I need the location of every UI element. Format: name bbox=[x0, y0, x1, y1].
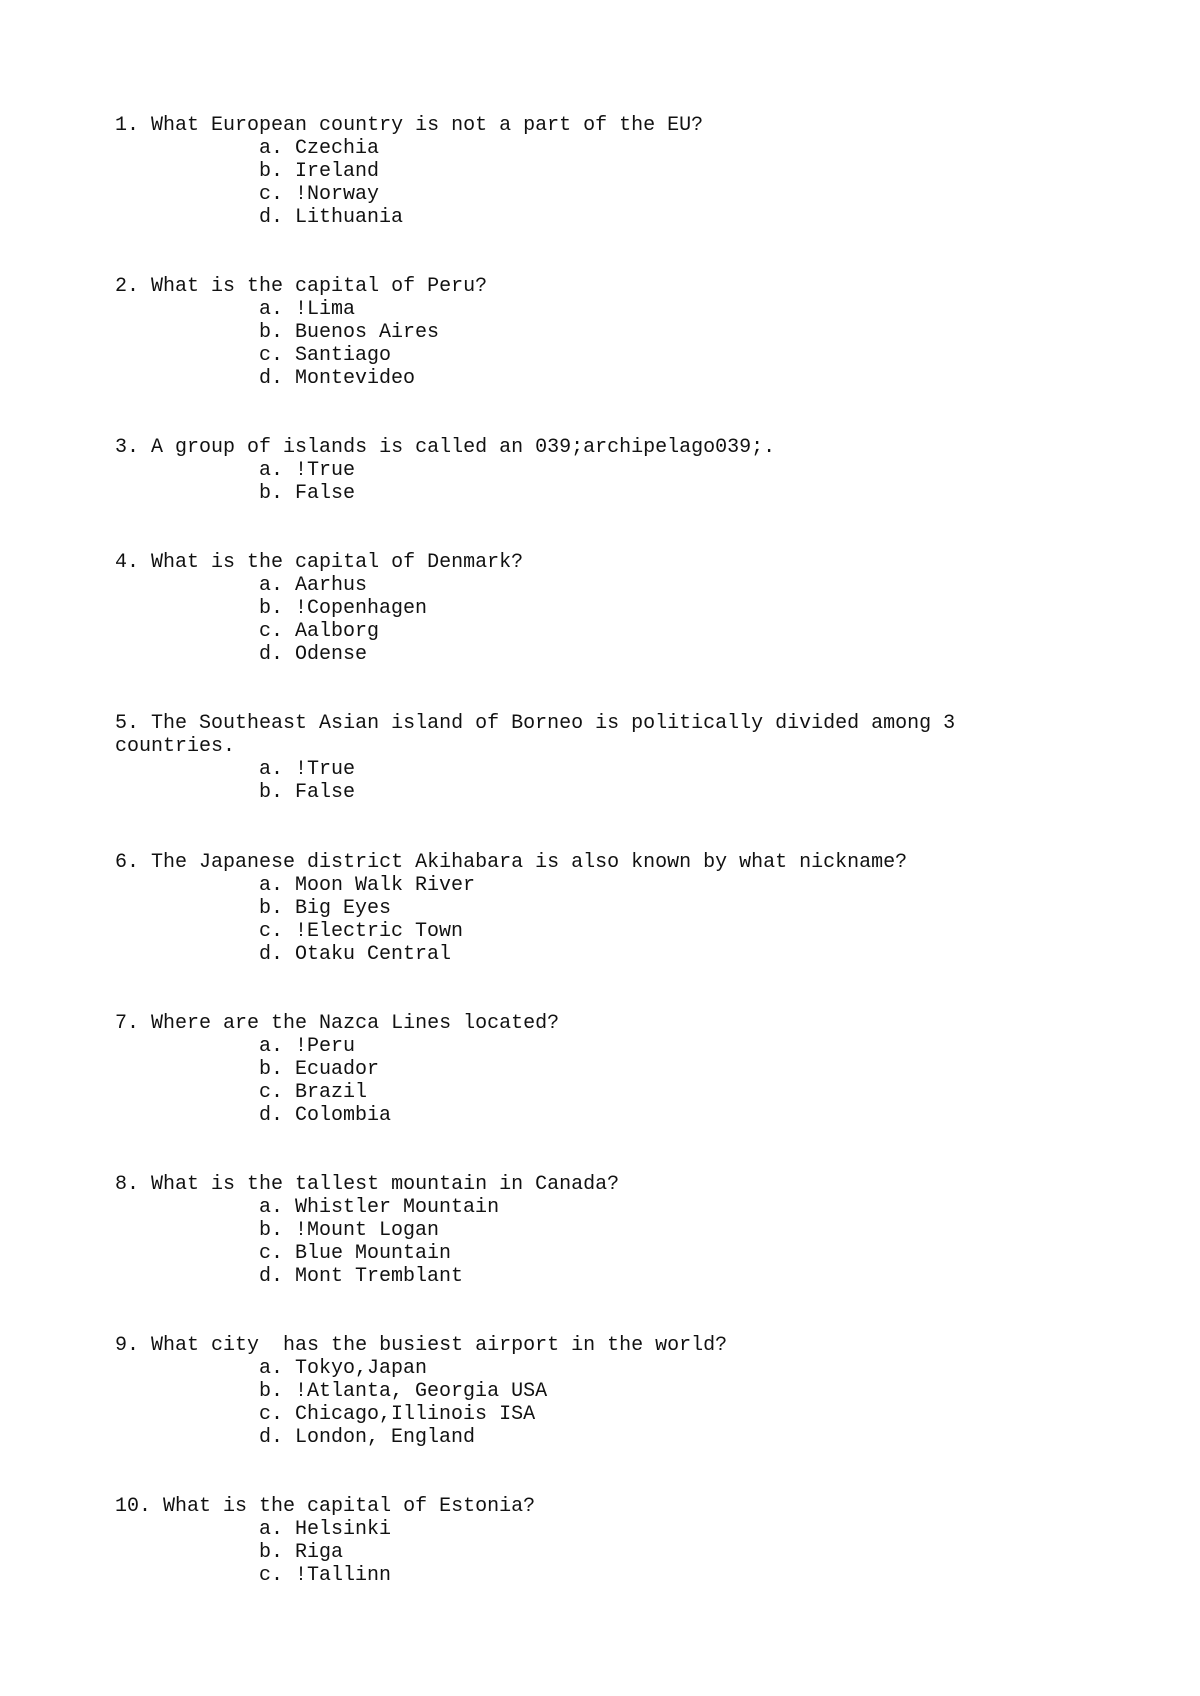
question-line: Where are the Nazca Lines located? bbox=[151, 1012, 560, 1035]
question-7 bbox=[115, 1012, 1015, 1127]
question-text bbox=[115, 1012, 1015, 1035]
option-letter: b. bbox=[259, 597, 284, 620]
question-number: 7. bbox=[115, 1012, 140, 1035]
option-text: False bbox=[295, 482, 356, 505]
option-c bbox=[115, 183, 1015, 206]
question-number: 9. bbox=[115, 1334, 140, 1357]
question-line: What European country is not a part of the EU? bbox=[151, 114, 704, 137]
question-text bbox=[115, 1173, 1015, 1196]
option-list bbox=[115, 1518, 1015, 1587]
question-number: 4. bbox=[115, 551, 140, 574]
question-number: 1. bbox=[115, 114, 140, 137]
option-text: Whistler Mountain bbox=[295, 1196, 500, 1219]
question-number: 5. bbox=[115, 712, 140, 735]
option-letter: b. bbox=[259, 781, 284, 804]
option-letter: b. bbox=[259, 482, 284, 505]
option-list bbox=[115, 1035, 1015, 1127]
option-text: Lithuania bbox=[295, 206, 404, 229]
option-c bbox=[115, 344, 1015, 367]
option-text: Odense bbox=[295, 643, 368, 666]
option-text: Aalborg bbox=[295, 620, 380, 643]
option-list bbox=[115, 137, 1015, 229]
question-line: The Southeast Asian island of Borneo is politically divided among 3 bbox=[151, 712, 956, 735]
option-text: Santiago bbox=[295, 344, 392, 367]
option-b bbox=[115, 897, 1015, 920]
option-a bbox=[115, 758, 1015, 781]
option-letter: a. bbox=[259, 1196, 284, 1219]
option-a bbox=[115, 137, 1015, 160]
option-text: Czechia bbox=[295, 137, 380, 160]
option-letter: b. bbox=[259, 1219, 284, 1242]
option-list bbox=[115, 574, 1015, 666]
question-line: The Japanese district Akihabara is also known by what nickname? bbox=[151, 851, 908, 874]
option-letter: c. bbox=[259, 183, 284, 206]
option-letter: a. bbox=[259, 758, 284, 781]
option-c bbox=[115, 1403, 1015, 1426]
option-list bbox=[115, 298, 1015, 390]
option-letter: b. bbox=[259, 1058, 284, 1081]
question-line: What is the capital of Estonia? bbox=[163, 1495, 536, 1518]
option-text: !Lima bbox=[295, 298, 356, 321]
option-list bbox=[115, 459, 1015, 505]
option-letter: d. bbox=[259, 1104, 284, 1127]
option-letter: d. bbox=[259, 206, 284, 229]
option-d bbox=[115, 943, 1015, 966]
option-a bbox=[115, 298, 1015, 321]
question-number: 8. bbox=[115, 1173, 140, 1196]
option-text: !Mount Logan bbox=[295, 1219, 440, 1242]
option-text: !Norway bbox=[295, 183, 380, 206]
option-letter: b. bbox=[259, 1541, 284, 1564]
question-9 bbox=[115, 1334, 1015, 1449]
question-8 bbox=[115, 1173, 1015, 1288]
question-line: countries. bbox=[115, 735, 236, 758]
option-letter: b. bbox=[259, 160, 284, 183]
option-text: !Peru bbox=[295, 1035, 356, 1058]
option-b bbox=[115, 781, 1015, 804]
option-text: Ireland bbox=[295, 160, 380, 183]
option-letter: b. bbox=[259, 321, 284, 344]
question-text bbox=[115, 275, 1015, 298]
question-text bbox=[115, 712, 1015, 735]
option-text: !Copenhagen bbox=[295, 597, 428, 620]
option-b bbox=[115, 1058, 1015, 1081]
option-c bbox=[115, 1564, 1015, 1587]
question-4 bbox=[115, 551, 1015, 666]
option-letter: a. bbox=[259, 1518, 284, 1541]
option-letter: a. bbox=[259, 1035, 284, 1058]
option-a bbox=[115, 574, 1015, 597]
option-letter: c. bbox=[259, 1081, 284, 1104]
option-letter: d. bbox=[259, 1265, 284, 1288]
question-number: 3. bbox=[115, 436, 140, 459]
option-text: Moon Walk River bbox=[295, 874, 476, 897]
option-text: Ecuador bbox=[295, 1058, 380, 1081]
option-letter: d. bbox=[259, 943, 284, 966]
option-d bbox=[115, 1426, 1015, 1449]
question-text bbox=[115, 1495, 1015, 1518]
option-b bbox=[115, 597, 1015, 620]
option-text: Colombia bbox=[295, 1104, 392, 1127]
option-a bbox=[115, 459, 1015, 482]
option-text: Helsinki bbox=[295, 1518, 392, 1541]
question-text-continuation bbox=[115, 735, 1015, 758]
option-text: Tokyo,Japan bbox=[295, 1357, 428, 1380]
question-number: 10. bbox=[115, 1495, 152, 1518]
option-text: False bbox=[295, 781, 356, 804]
option-text: Otaku Central bbox=[295, 943, 452, 966]
option-b bbox=[115, 160, 1015, 183]
option-a bbox=[115, 1357, 1015, 1380]
question-6 bbox=[115, 851, 1015, 966]
option-text: Brazil bbox=[295, 1081, 368, 1104]
option-text: Chicago,Illinois ISA bbox=[295, 1403, 536, 1426]
option-text: London, England bbox=[295, 1426, 476, 1449]
question-10 bbox=[115, 1495, 1015, 1587]
option-letter: d. bbox=[259, 367, 284, 390]
option-text: !Tallinn bbox=[295, 1564, 392, 1587]
question-line: What is the tallest mountain in Canada? bbox=[151, 1173, 620, 1196]
option-letter: d. bbox=[259, 643, 284, 666]
question-text bbox=[115, 851, 1015, 874]
question-line: What city has the busiest airport in the world? bbox=[151, 1334, 728, 1357]
question-text bbox=[115, 1334, 1015, 1357]
option-letter: c. bbox=[259, 620, 284, 643]
option-text: Buenos Aires bbox=[295, 321, 440, 344]
option-b bbox=[115, 1380, 1015, 1403]
option-a bbox=[115, 874, 1015, 897]
question-number: 2. bbox=[115, 275, 140, 298]
option-b bbox=[115, 1219, 1015, 1242]
question-line: What is the capital of Peru? bbox=[151, 275, 488, 298]
option-letter: a. bbox=[259, 1357, 284, 1380]
option-c bbox=[115, 1242, 1015, 1265]
option-list bbox=[115, 874, 1015, 966]
option-a bbox=[115, 1035, 1015, 1058]
question-1 bbox=[115, 114, 1015, 229]
question-text bbox=[115, 114, 1015, 137]
option-text: !True bbox=[295, 758, 356, 781]
option-list bbox=[115, 1196, 1015, 1288]
question-5 bbox=[115, 712, 1015, 804]
option-d bbox=[115, 367, 1015, 390]
option-b bbox=[115, 1541, 1015, 1564]
option-d bbox=[115, 206, 1015, 229]
option-c bbox=[115, 620, 1015, 643]
option-letter: c. bbox=[259, 920, 284, 943]
option-b bbox=[115, 321, 1015, 344]
option-text: Montevideo bbox=[295, 367, 416, 390]
option-c bbox=[115, 1081, 1015, 1104]
option-letter: c. bbox=[259, 1242, 284, 1265]
option-letter: a. bbox=[259, 459, 284, 482]
option-text: Blue Mountain bbox=[295, 1242, 452, 1265]
option-d bbox=[115, 643, 1015, 666]
option-letter: a. bbox=[259, 874, 284, 897]
option-b bbox=[115, 482, 1015, 505]
option-text: Riga bbox=[295, 1541, 344, 1564]
option-text: !Electric Town bbox=[295, 920, 464, 943]
option-d bbox=[115, 1265, 1015, 1288]
option-c bbox=[115, 920, 1015, 943]
option-letter: a. bbox=[259, 574, 284, 597]
option-letter: b. bbox=[259, 1380, 284, 1403]
option-text: Big Eyes bbox=[295, 897, 392, 920]
option-a bbox=[115, 1196, 1015, 1219]
question-2 bbox=[115, 275, 1015, 390]
option-a bbox=[115, 1518, 1015, 1541]
option-text: !True bbox=[295, 459, 356, 482]
question-line: What is the capital of Denmark? bbox=[151, 551, 524, 574]
question-line: A group of islands is called an 039;archipelago039;. bbox=[151, 436, 776, 459]
option-letter: c. bbox=[259, 1403, 284, 1426]
option-letter: c. bbox=[259, 344, 284, 367]
option-letter: a. bbox=[259, 298, 284, 321]
option-letter: d. bbox=[259, 1426, 284, 1449]
question-number: 6. bbox=[115, 851, 140, 874]
option-letter: a. bbox=[259, 137, 284, 160]
option-text: !Atlanta, Georgia USA bbox=[295, 1380, 548, 1403]
option-letter: b. bbox=[259, 897, 284, 920]
question-text bbox=[115, 551, 1015, 574]
question-text bbox=[115, 436, 1015, 459]
question-3 bbox=[115, 436, 1015, 505]
option-letter: c. bbox=[259, 1564, 284, 1587]
option-list bbox=[115, 758, 1015, 804]
option-d bbox=[115, 1104, 1015, 1127]
option-text: Mont Tremblant bbox=[295, 1265, 464, 1288]
option-text: Aarhus bbox=[295, 574, 368, 597]
option-list bbox=[115, 1357, 1015, 1449]
